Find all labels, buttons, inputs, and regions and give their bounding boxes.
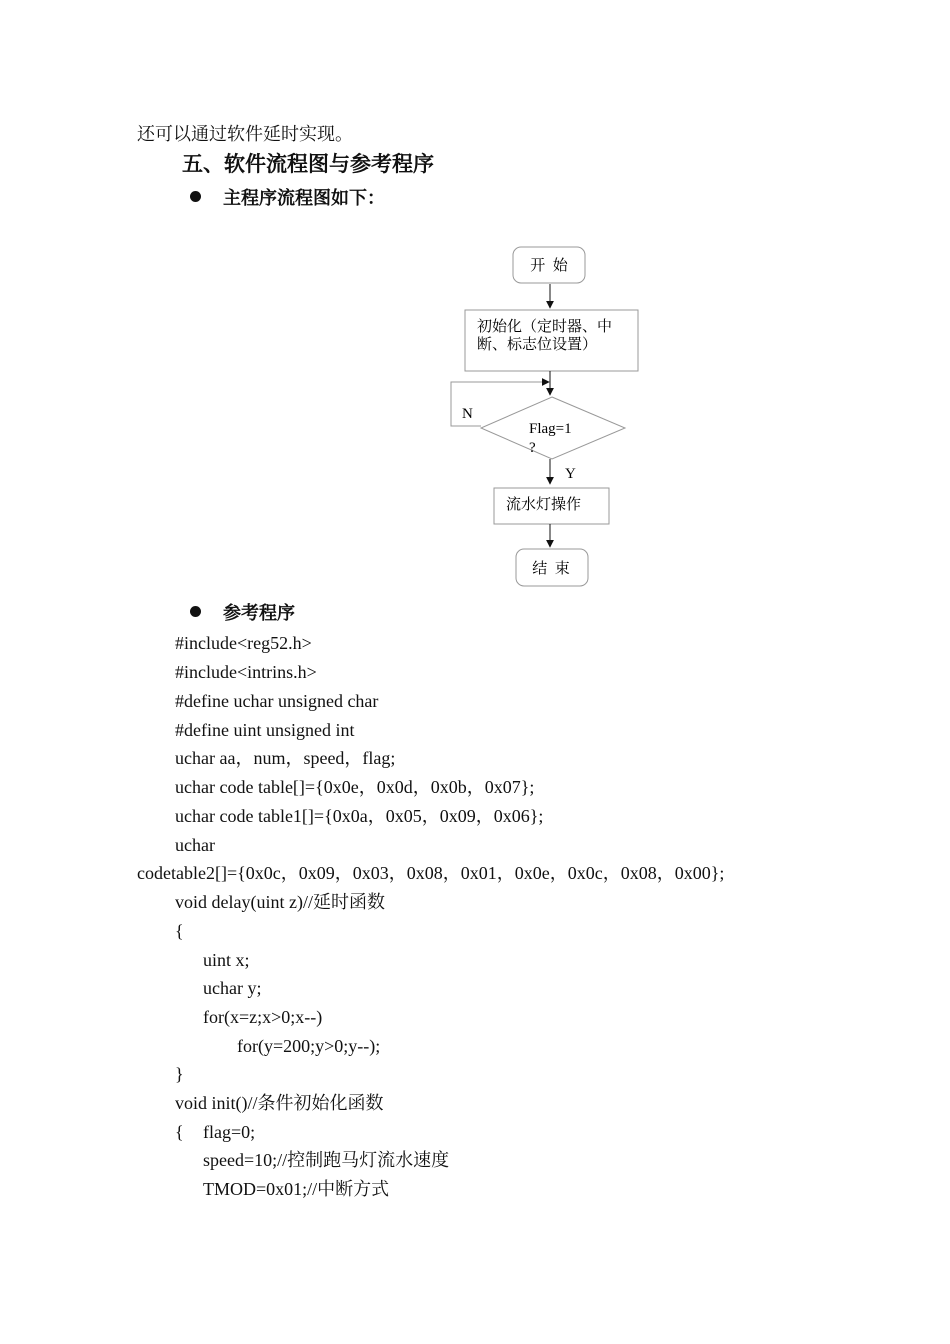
flow-decision-label-line2: ? bbox=[529, 440, 536, 456]
code-line: uchar code table[]={0x0e，0x0d，0x0b，0x07}; bbox=[175, 777, 535, 797]
flow-decision-label-line1: Flag=1 bbox=[529, 421, 572, 437]
flow-process-label: 流水灯操作 bbox=[506, 497, 582, 513]
code-line: #define uint unsigned int bbox=[175, 720, 355, 740]
code-line: } bbox=[175, 1064, 184, 1084]
code-line: uchar aa，num，speed，flag; bbox=[175, 748, 396, 768]
section-heading: 五、软件流程图与参考程序 bbox=[182, 152, 434, 176]
flow-start-label: 开 始 bbox=[530, 258, 568, 274]
code-line: TMOD=0x01;//中断方式 bbox=[203, 1179, 390, 1199]
code-line: codetable2[]={0x0c，0x09，0x03，0x08，0x01，0x0e，0x0c，0x08，0x00}; bbox=[137, 863, 725, 883]
code-line: uchar code table1[]={0x0a，0x05，0x09，0x06}; bbox=[175, 806, 544, 826]
code-line: #define uchar unsigned char bbox=[175, 691, 379, 711]
flow-init-label-line1: 初始化（定时器、中 bbox=[477, 319, 613, 335]
flow-yes-label: Y bbox=[565, 466, 576, 482]
code-line: { bbox=[175, 1122, 184, 1142]
flow-no-label: N bbox=[462, 406, 473, 422]
code-line: void delay(uint z)//延时函数 bbox=[175, 892, 385, 912]
bullet-program bbox=[190, 602, 295, 624]
code-line: for(y=200;y>0;y--); bbox=[237, 1036, 381, 1056]
bullet-flowchart-label: 主程序流程图如下： bbox=[223, 188, 385, 208]
code-line: flag=0; bbox=[203, 1122, 256, 1142]
main-flowchart bbox=[0, 0, 950, 600]
intro-paragraph: 还可以通过软件延时实现。 bbox=[137, 124, 353, 144]
code-line: void init()//条件初始化函数 bbox=[175, 1093, 384, 1113]
code-line: { bbox=[175, 921, 184, 941]
flow-init-label-line2: 断、标志位设置） bbox=[477, 337, 598, 353]
bullet-program-label: 参考程序 bbox=[223, 603, 295, 623]
code-line: for(x=z;x>0;x--) bbox=[203, 1007, 323, 1027]
bullet-dot-icon bbox=[190, 606, 201, 617]
code-line: uchar bbox=[175, 835, 215, 855]
code-line: speed=10;//控制跑马灯流水速度 bbox=[203, 1150, 450, 1170]
code-line: #include<reg52.h> bbox=[175, 633, 312, 653]
flow-end-label: 结 束 bbox=[532, 561, 570, 577]
code-line: #include<intrins.h> bbox=[175, 662, 317, 682]
code-line: uint x; bbox=[203, 950, 250, 970]
code-line: uchar y; bbox=[203, 978, 262, 998]
